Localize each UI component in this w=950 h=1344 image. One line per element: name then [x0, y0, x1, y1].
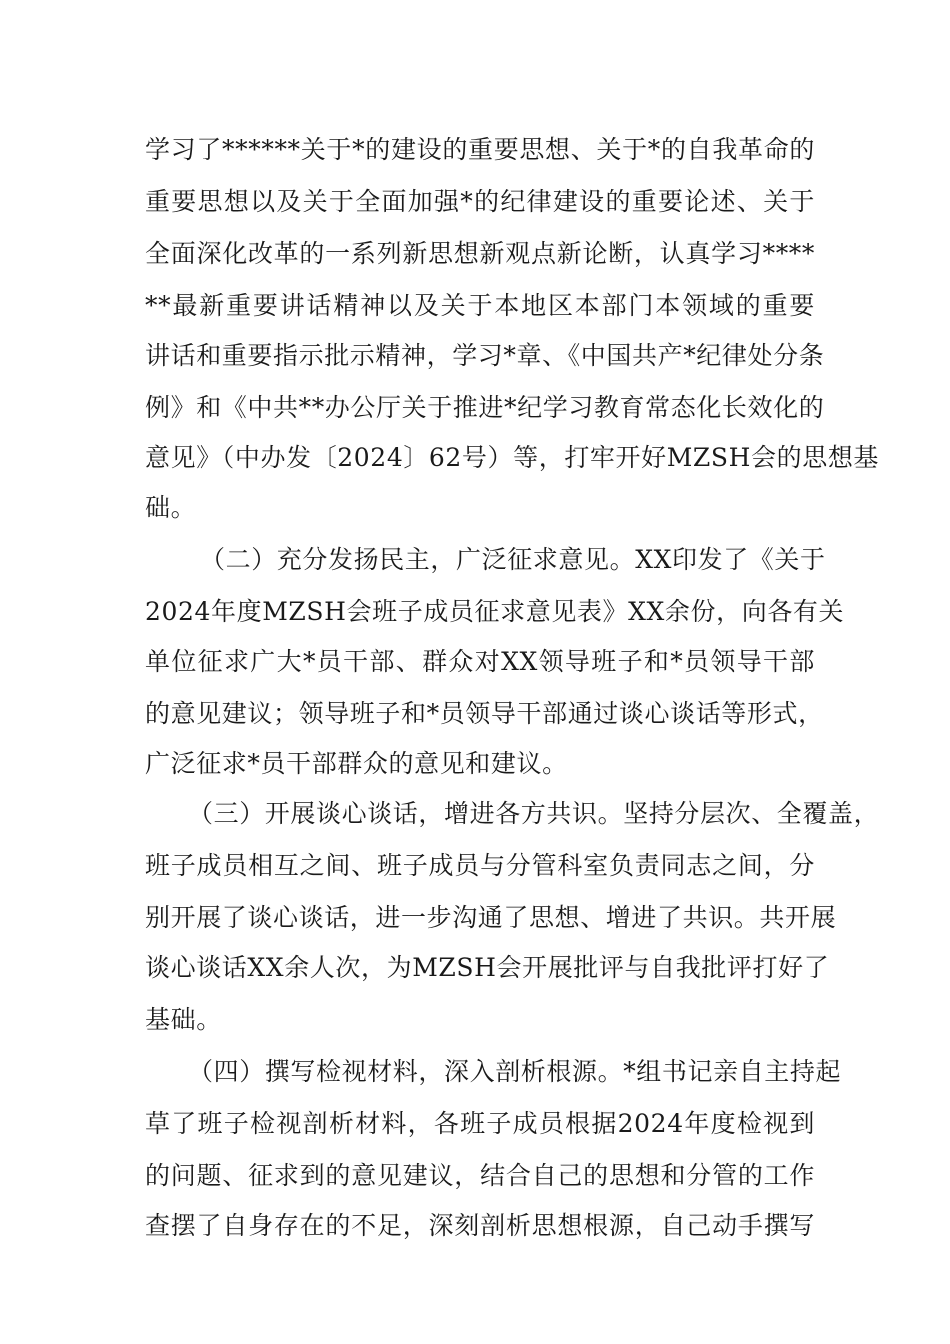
- text-line: 基础。: [145, 1005, 222, 1034]
- text-line: 2024年度MZSH会班子成员征求意见表》XX余份，向各有关: [145, 597, 845, 626]
- text-line: 广泛征求*员干部群众的意见和建议。: [145, 749, 568, 778]
- text-line: 础。: [145, 493, 197, 522]
- text-line: 谈心谈话XX余人次，为MZSH会开展批评与自我批评打好了: [145, 953, 830, 982]
- text-line: 的问题、征求到的意见建议，结合自己的思想和分管的工作: [145, 1161, 815, 1190]
- text-line: 例》和《中共**办公厅关于推进*纪学习教育常态化长效化的: [145, 393, 825, 422]
- text-line: 全面深化改革的一系列新思想新观点新论断，认真学习****: [145, 239, 815, 268]
- text-line: 单位征求广大*员干部、群众对XX领导班子和*员领导干部: [145, 647, 815, 676]
- text-line: 班子成员相互之间、班子成员与分管科室负责同志之间，分: [145, 851, 815, 880]
- section-heading-line: （四）撰写检视材料，深入剖析根源。*组书记亲自主持起: [188, 1057, 842, 1086]
- text-line: 别开展了谈心谈话，进一步沟通了思想、增进了共识。共开展: [145, 903, 837, 932]
- text-line: 学习了******关于*的建设的重要思想、关于*的自我革命的: [145, 135, 815, 164]
- text-line: 查摆了自身存在的不足，深刻剖析思想根源，自己动手撰写: [145, 1211, 815, 1240]
- text-line: 讲话和重要指示批示精神，学习*章、《中国共产*纪律处分条: [145, 341, 825, 370]
- section-heading-line: （三）开展谈心谈话，增进各方共识。坚持分层次、全覆盖，: [188, 799, 880, 828]
- text-line: 重要思想以及关于全面加强*的纪律建设的重要论述、关于: [145, 187, 815, 216]
- text-line: 的意见建议；领导班子和*员领导干部通过谈心谈话等形式，: [145, 699, 824, 728]
- text-line: **最新重要讲话精神以及关于本地区本部门本领域的重要: [145, 291, 815, 320]
- text-line: 意见》（中办发〔2024〕62号）等，打牢开好MZSH会的思想基: [145, 443, 880, 472]
- section-heading-line: （二）充分发扬民主，广泛征求意见。XX印发了《关于: [200, 545, 826, 574]
- text-line: 草了班子检视剖析材料，各班子成员根据2024年度检视到: [145, 1109, 815, 1138]
